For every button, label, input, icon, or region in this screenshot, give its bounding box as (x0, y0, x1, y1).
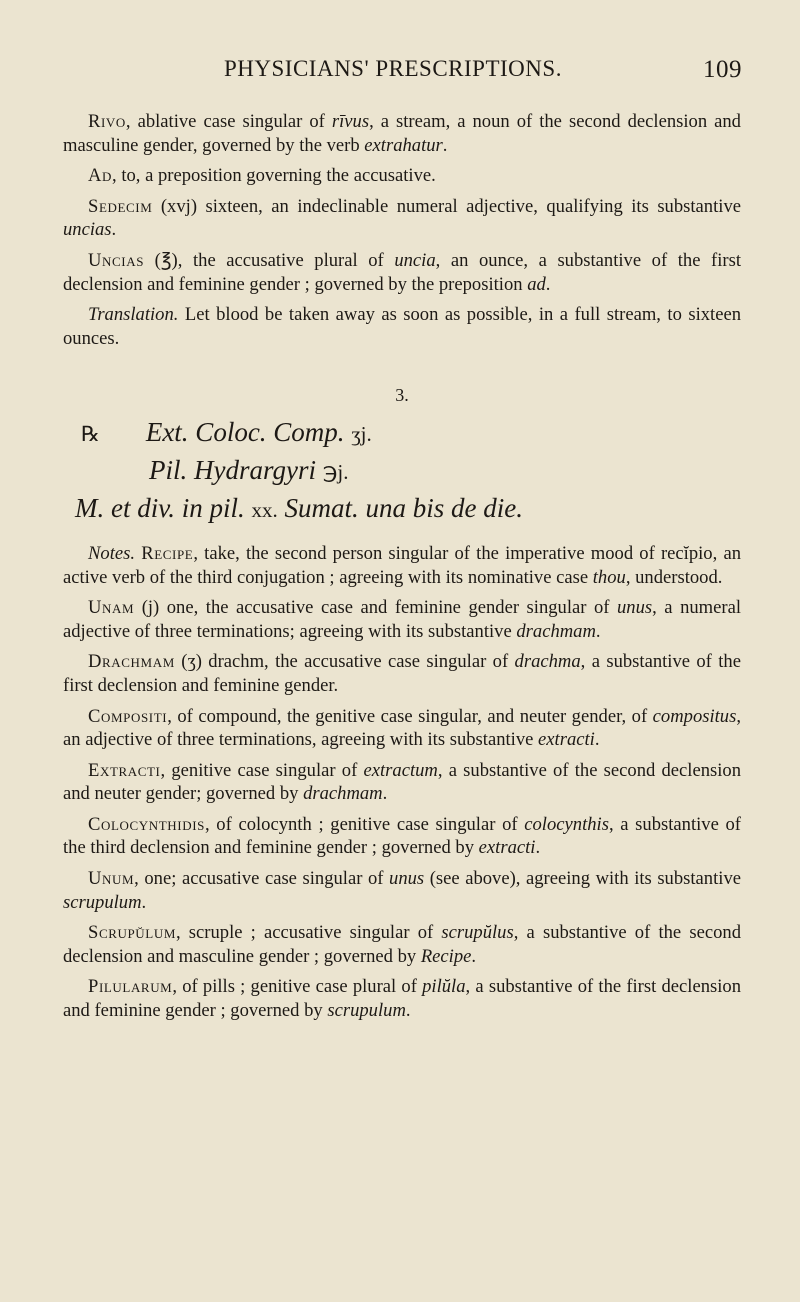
entry-headword: Drachmam (88, 651, 175, 673)
entry-text: (j) one, the accusative case and feminine gender singular of (134, 597, 617, 619)
entry-text-continued: , a substantive of the first declension and feminine gender ; governed by (63, 976, 742, 1022)
entry-term-secondary: drachmam (516, 620, 596, 642)
entry-text: (ʒ) drachm, the accusative case singular of (174, 651, 515, 673)
entry-term: drachma (514, 651, 581, 673)
entry-text-continued: , a stream, a noun of the second declension and masculine gender, governed by the verb (63, 111, 741, 156)
entry-text-continued: , an adjective of three terminations, agreeing with its substantive (63, 705, 741, 751)
entry-text: , to, a preposition governing the accusative. (112, 165, 436, 187)
entry-headword: Ad (88, 165, 113, 187)
glossary-entry (63, 813, 741, 860)
glossary-entry (63, 542, 741, 589)
entry-text-continued: , a substantive of the third declension and feminine gender ; governed by (63, 813, 741, 859)
prescription-quantity-2: ℈j. (322, 459, 349, 484)
page-number: 109 (703, 56, 742, 83)
entry-headword: Uncias (88, 249, 145, 271)
prescription-pill-count: xx. (251, 497, 278, 522)
entry-term: scrupŭlus (441, 922, 514, 944)
entry-text: , of colocynth ; genitive case singular of (204, 813, 525, 835)
entry-term-secondary: extracti (538, 729, 595, 751)
section-number: 3. (395, 385, 409, 406)
entry-ending: . (595, 620, 601, 642)
entry-text: , take, the second person singular of the imperative mood of recĭpio, an active verb of the third conjugation ; agreeing with its nominative case (63, 542, 741, 588)
glossary-entry (63, 650, 741, 697)
entry-text-continued: , a substantive of the second declension and masculine gender ; governed by (63, 922, 741, 967)
entry-text: (xvj) sixteen, an indeclinable numeral adjective, qualifying its substantive (152, 195, 741, 217)
entry-headword: Pilularum (88, 976, 173, 998)
entry-headword: Scrupŭlum (88, 922, 176, 944)
entry-headword: Extracti (88, 759, 161, 781)
glossary-entry (63, 759, 741, 806)
entry-term: colocynthis (524, 813, 609, 835)
recipe-symbol: ℞ (81, 421, 100, 446)
prescription-line-1 (63, 414, 741, 452)
entry-ending: . (111, 219, 117, 241)
prescription-line-2 (63, 452, 741, 490)
glossary-entry (63, 164, 741, 188)
entry-term-secondary: Recipe (420, 945, 472, 967)
entry-headword: Rivo (88, 111, 126, 132)
glossary-entry (63, 921, 741, 968)
entry-text: , one; accusative case singular of (134, 868, 390, 890)
translation-label: Translation. (88, 304, 179, 326)
entry-term-secondary: scrupulum (327, 1000, 406, 1022)
entry-term: compositus (652, 705, 737, 727)
glossary-entry (63, 867, 741, 914)
entry-ending: , a substantive of the first declension and feminine gender. (63, 651, 741, 696)
entry-term: uncias (63, 219, 112, 241)
entry-text-continued: , a substantive of the second declension and neuter gender; governed by (63, 759, 742, 805)
upper-notes (63, 110, 741, 296)
glossary-entry (63, 596, 741, 643)
notes-label: Notes. (88, 542, 136, 564)
prescription-ingredient-2: Pil. Hydrargyri (149, 454, 316, 485)
running-title: PHYSICIANS' PRESCRIPTIONS. (224, 56, 562, 81)
prescription-ingredient-1: Ext. Coloc. Comp. (145, 416, 345, 447)
prescription-block (63, 414, 741, 528)
entry-term-secondary: scrupulum (63, 891, 142, 913)
entry-term: rīvus (331, 111, 370, 132)
entry-ending: . (594, 729, 600, 751)
entry-text: , scruple ; accusative singular of (175, 922, 442, 944)
entry-term: thou (592, 566, 626, 588)
entry-term: unus (616, 597, 653, 619)
entry-text: , genitive case singular of (160, 759, 364, 781)
entry-term: unus (389, 868, 425, 890)
glossary-entry (63, 195, 741, 242)
entry-headword: Colocynthidis (88, 813, 205, 835)
translation-text: Let blood be taken away as soon as possible, in a full stream, to sixteen ounces. (63, 304, 741, 349)
entry-headword: Compositi (88, 705, 168, 727)
notes-section (63, 542, 741, 1023)
entry-headword: Sedecim (88, 195, 153, 217)
entry-text-continued: (see above), agreeing with its substantive (424, 868, 741, 890)
entry-term: uncia (394, 249, 436, 271)
entry-text: (℥), the accusative plural of (144, 249, 395, 271)
entry-term-secondary: drachmam (303, 783, 383, 805)
entry-headword: Unum (88, 868, 135, 890)
entry-text-continued: , an ounce, a substantive of the first declension and feminine gender ; governed by the preposition (63, 249, 741, 295)
glossary-entry (63, 249, 741, 296)
entry-ending: . (545, 273, 551, 295)
entry-term: extractum (363, 759, 438, 781)
glossary-entry (63, 975, 741, 1022)
entry-text: , of compound, the genitive case singular, and neuter gender, of (167, 705, 653, 727)
entry-text-continued: , a numeral adjective of three terminations; agreeing with its substantive (63, 597, 741, 642)
entry-term-secondary: extracti (478, 837, 536, 859)
entry-ending: . (471, 945, 477, 967)
entry-ending: . (442, 134, 448, 156)
entry-ending: . (141, 891, 147, 913)
translation-paragraph (63, 303, 741, 350)
entry-text: , of pills ; genitive case plural of (172, 976, 423, 998)
entry-headword: Recipe (141, 542, 194, 564)
entry-ending: . (382, 783, 388, 805)
entry-text: , ablative case singular of (125, 111, 332, 132)
entry-ending: , understood. (625, 566, 723, 588)
entry-term: pilŭla (422, 976, 466, 998)
entry-term-secondary: ad (527, 273, 546, 295)
entry-ending: . (535, 837, 541, 859)
prescription-directions-a: M. et div. in pil. (75, 492, 245, 523)
glossary-entry (63, 705, 741, 752)
entry-term-secondary: extrahatur (364, 134, 443, 156)
prescription-line-3 (63, 490, 741, 528)
entry-headword: Unam (88, 597, 135, 619)
prescription-quantity-1: ʒj. (351, 421, 372, 446)
page-body (63, 110, 741, 1030)
glossary-entry (63, 110, 741, 157)
prescription-directions-b: Sumat. una bis de die. (284, 492, 523, 523)
entry-ending: . (405, 1000, 411, 1022)
